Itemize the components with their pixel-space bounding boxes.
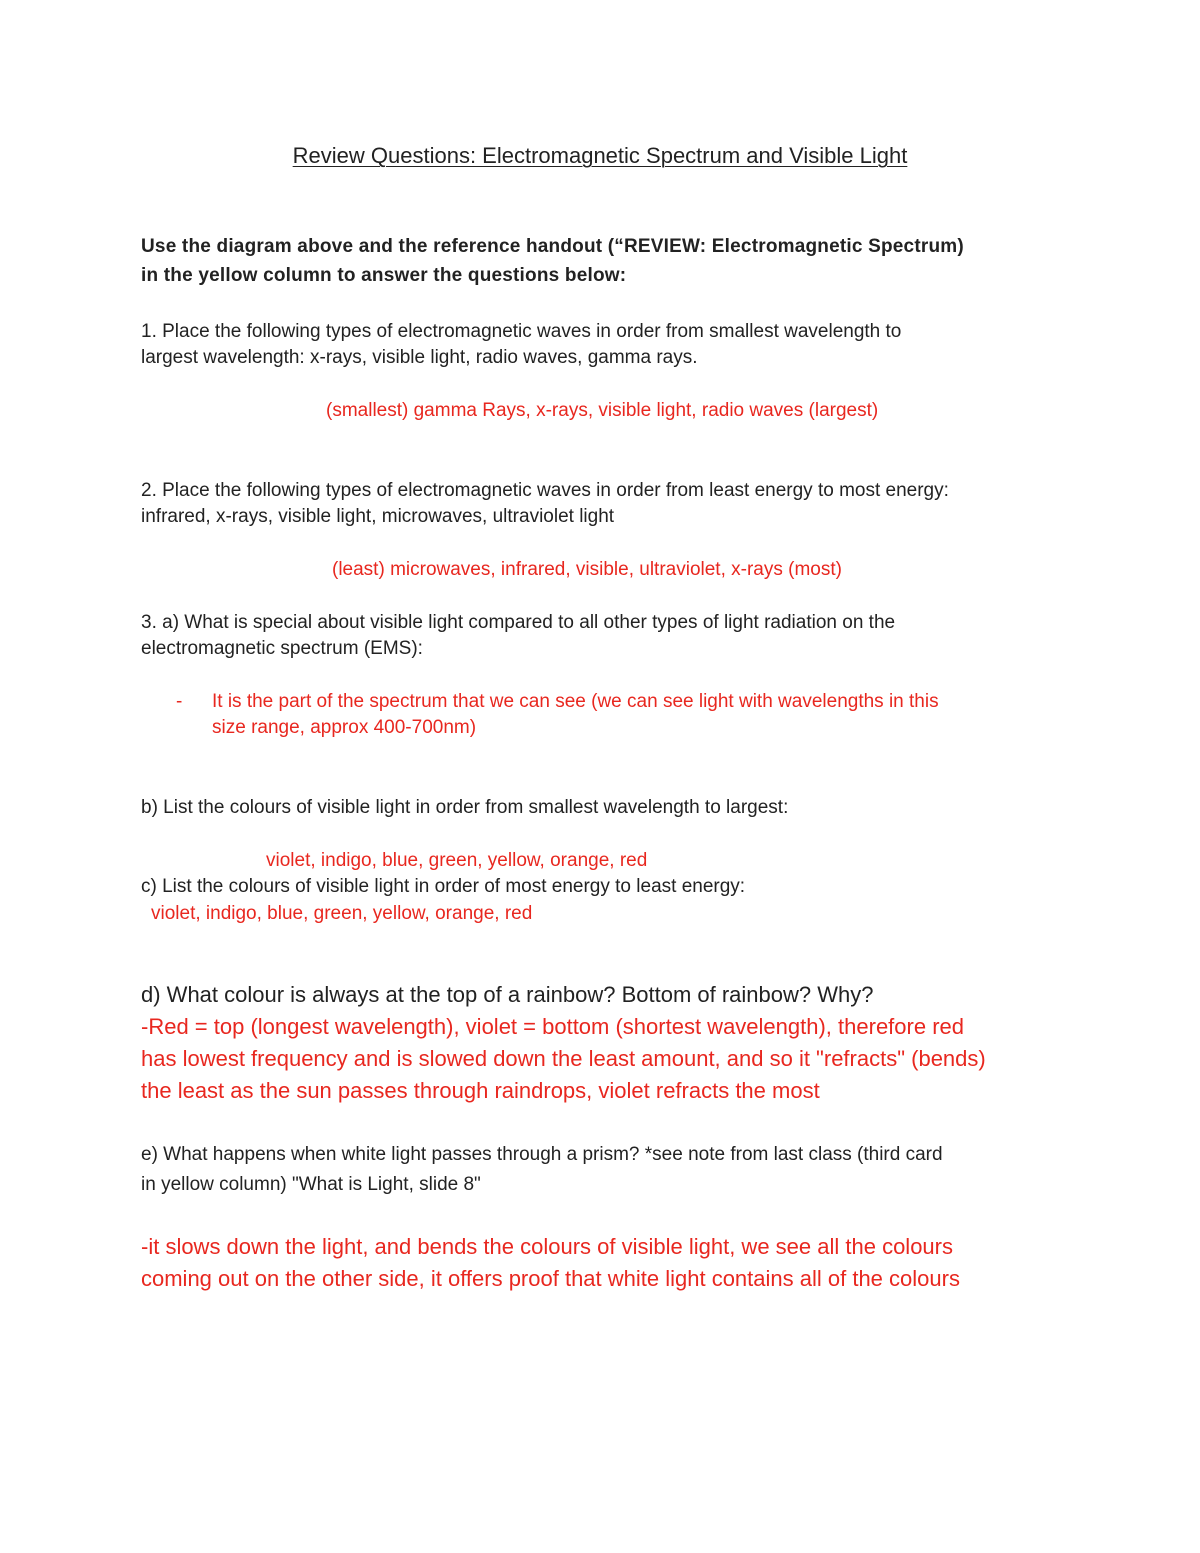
q3c-question: c) List the colours of visible light in order of most energy to least energy:	[141, 876, 746, 897]
q3e-line-1: e) What happens when white light passes through a prism? *see note from last class (third card	[141, 1144, 943, 1165]
q3d-question: d) What colour is always at the top of a rainbow? Bottom of rainbow? Why?	[141, 982, 874, 1007]
q3b-question: b) List the colours of visible light in order from smallest wavelength to largest:	[141, 797, 789, 818]
q1-line-2: largest wavelength: x-rays, visible light, radio waves, gamma rays.	[141, 347, 698, 368]
q3a-bullet: -	[176, 691, 183, 712]
q3e-line-2: in yellow column) "What is Light, slide 8"	[141, 1174, 481, 1195]
q3d-answer-line-1: -Red = top (longest wavelength), violet = bottom (shortest wavelength), therefore red	[141, 1014, 964, 1039]
q3a-line-2: electromagnetic spectrum (EMS):	[141, 638, 423, 659]
q3a-answer-line-1: It is the part of the spectrum that we can see (we can see light with wavelengths in this	[212, 691, 939, 712]
q3d-answer-line-3: the least as the sun passes through raindrops, violet refracts the most	[141, 1078, 820, 1103]
q2-line-2: infrared, x-rays, visible light, microwaves, ultraviolet light	[141, 506, 615, 527]
q3e-answer-line-1: -it slows down the light, and bends the colours of visible light, we see all the colours	[141, 1234, 953, 1259]
q3e-answer-line-2: coming out on the other side, it offers proof that white light contains all of the colours	[141, 1266, 960, 1291]
q1-line-1: 1. Place the following types of electromagnetic waves in order from smallest wavelength to	[141, 321, 902, 342]
instructions-line-1: Use the diagram above and the reference handout (“REVIEW: Electromagnetic Spectrum)	[141, 236, 964, 257]
page-title: Review Questions: Electromagnetic Spectrum and Visible Light	[292, 143, 908, 168]
q3a-answer-line-2: size range, approx 400-700nm)	[212, 717, 477, 738]
q1-answer: (smallest) gamma Rays, x-rays, visible light, radio waves (largest)	[326, 400, 879, 421]
q2-line-1: 2. Place the following types of electromagnetic waves in order from least energy to most energy:	[141, 480, 949, 501]
instructions-line-2: in the yellow column to answer the questions below:	[141, 265, 627, 286]
q3b-answer: violet, indigo, blue, green, yellow, orange, red	[266, 850, 648, 871]
q3a-line-1: 3. a) What is special about visible light compared to all other types of light radiation on the	[141, 612, 896, 633]
q3c-answer: violet, indigo, blue, green, yellow, orange, red	[151, 903, 533, 924]
q3d-answer-line-2: has lowest frequency and is slowed down the least amount, and so it "refracts" (bends)	[141, 1046, 986, 1071]
q2-answer: (least) microwaves, infrared, visible, ultraviolet, x-rays (most)	[332, 559, 842, 580]
